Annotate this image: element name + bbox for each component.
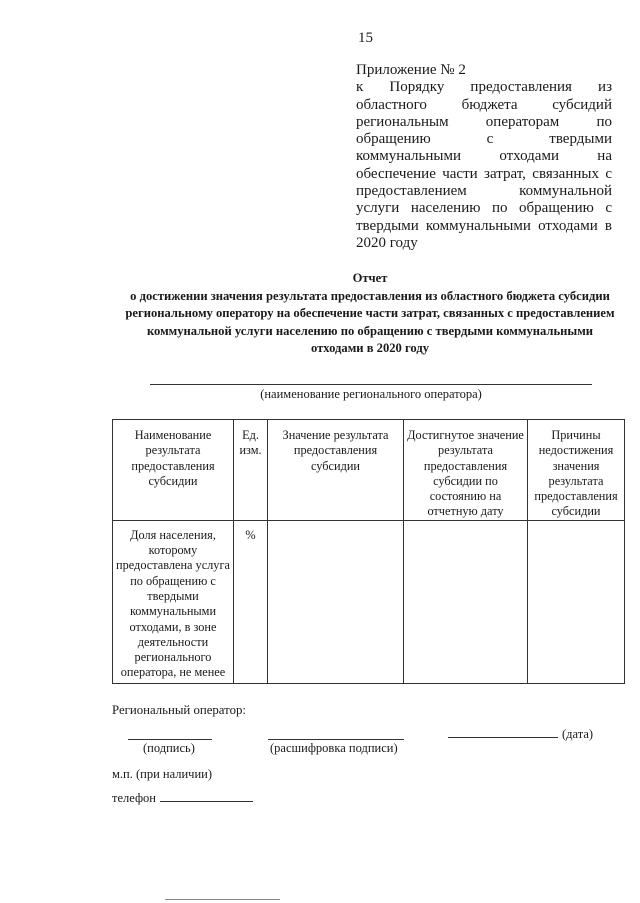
appendix-title: Приложение № 2 — [356, 62, 466, 78]
table-header-cell: Значение результата предоставления субсидии — [268, 420, 404, 521]
phone-label: телефон — [112, 791, 156, 805]
regional-operator-label: Региональный оператор: — [112, 703, 246, 717]
table-header-cell: Достигнутое значение результата предоставления субсидии по состоянию на отчетную дату — [404, 420, 528, 521]
signature-decode-line — [268, 739, 404, 740]
appendix-line: к Порядку предоставления из — [356, 79, 612, 96]
report-title-line: региональному оператору на обеспечение части затрат, связанных с предоставлением — [125, 306, 615, 320]
report-title-line: о достижении значения результата предоставления из областного бюджета субсидии — [130, 288, 610, 303]
table-row — [113, 520, 625, 683]
report-title — [100, 270, 640, 358]
report-title-line: коммунальной услуги населению по обращению с твердыми коммунальными — [146, 323, 594, 338]
table-cell: % — [234, 520, 268, 683]
signature-decode-caption: (расшифровка подписи) — [270, 741, 398, 755]
table-cell — [528, 520, 625, 683]
date-line — [448, 737, 558, 738]
stamp-label: м.п. (при наличии) — [112, 767, 212, 781]
appendix-line: областного бюджета субсидий — [356, 96, 612, 113]
appendix-line: обращению с твердыми — [356, 131, 612, 148]
table-cell — [268, 520, 404, 683]
table-header-row — [113, 420, 625, 521]
operator-name-line — [150, 384, 592, 385]
phone-line — [160, 789, 253, 802]
footer-line — [165, 899, 280, 900]
table-header-cell: Наименование результата предоставления субсидии — [113, 420, 234, 521]
signature-caption: (подпись) — [143, 741, 195, 755]
appendix-line: коммунальными отходами на — [356, 148, 612, 165]
appendix-line: предоставлением коммунальной — [356, 183, 612, 200]
table-cell: Доля населения, которому предоставлена услуга по обращению с твердыми коммунальными отходами, в зоне деятельности регионального оператора, не менее — [113, 520, 234, 683]
table-header-cell: Причины недостижения значения результата предоставления субсидии — [528, 420, 625, 521]
appendix-line: региональным операторам по — [356, 113, 612, 130]
signature-line — [128, 739, 212, 740]
page-number: 15 — [358, 30, 373, 46]
phone-row — [112, 789, 253, 806]
results-table — [112, 419, 625, 684]
report-title-line: Отчет — [352, 271, 388, 285]
table-cell — [404, 520, 528, 683]
appendix-line: обеспечение части затрат, связанных с — [356, 165, 612, 182]
appendix-block — [356, 62, 612, 252]
appendix-line-last: 2020 году — [356, 234, 418, 251]
date-caption: (дата) — [562, 727, 594, 741]
appendix-line: услуги населению по обращению с — [356, 200, 612, 217]
operator-name-caption: (наименование регионального оператора) — [260, 387, 482, 401]
appendix-line: твердыми коммунальными отходами в — [356, 217, 612, 234]
report-title-line: отходами в 2020 году — [310, 341, 429, 355]
table-header-cell: Ед. изм. — [234, 420, 268, 521]
